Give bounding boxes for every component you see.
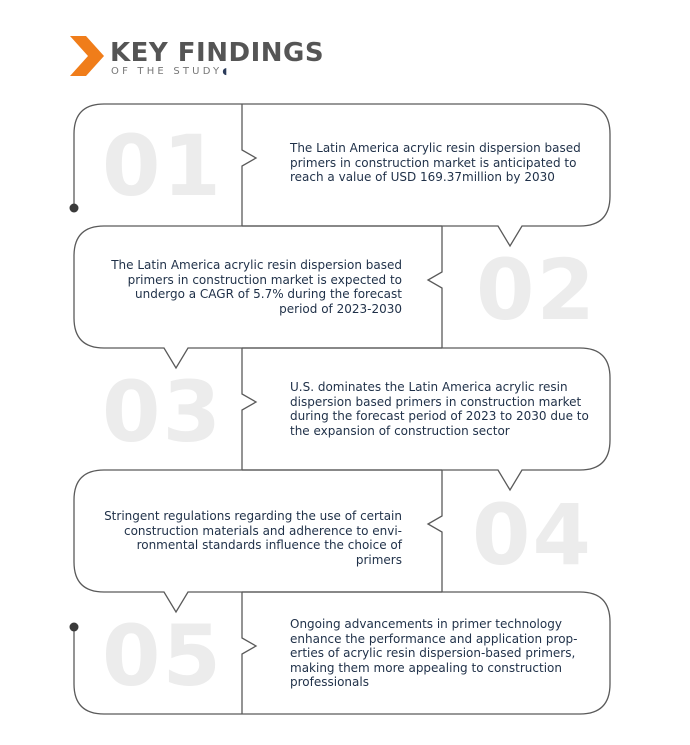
finding-text-02: The Latin America acrylic resin dispersion based primers in construction market is expected to undergo a CAGR of 5.7% during the forecast period of 2023-2030 xyxy=(111,258,402,316)
finding-text-01: The Latin America acrylic resin dispersion based primers in construction market is anticipated to reach a value of USD 169.37million by 2030 xyxy=(290,141,581,184)
timeline-dot xyxy=(70,204,79,213)
finding-number-04: 04 xyxy=(472,486,593,584)
page-title: KEY FINDINGS xyxy=(110,38,325,68)
moon-icon: ◖ xyxy=(222,67,228,77)
finding-text-05: Ongoing advancements in primer technology enhance the performance and application prop- erties of acrylic resin dispersion-based primers, making them more appealing to construction professionals xyxy=(290,617,578,689)
finding-text-04: Stringent regulations regarding the use of certain construction materials and adherence to envi- ronmental standards influence the choice of primers xyxy=(104,509,402,567)
timeline-dot xyxy=(70,623,79,632)
page-subtitle: OF THE STUDY◖ xyxy=(111,66,228,77)
finding-number-02: 02 xyxy=(476,241,597,339)
finding-number-01: 01 xyxy=(102,117,223,215)
finding-text-03: U.S. dominates the Latin America acrylic resin dispersion based primers in construction market during the forecast period of 2023 to 2030 due to the expansion of construction sector xyxy=(290,380,589,438)
finding-number-05: 05 xyxy=(102,607,223,705)
finding-number-03: 03 xyxy=(102,363,223,461)
